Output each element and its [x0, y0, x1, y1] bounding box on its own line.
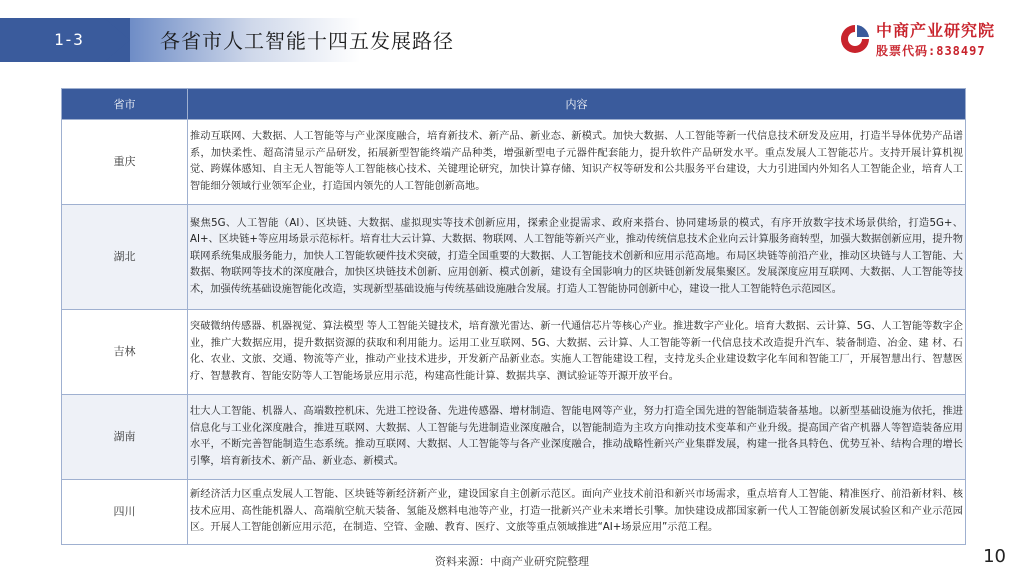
table-row — [62, 395, 966, 480]
logo-stock-code: 股票代码:838497 — [876, 44, 986, 58]
page-title: 各省市人工智能十四五发展路径 — [160, 29, 454, 53]
table-row — [62, 480, 966, 545]
column-header-province: 省市 — [62, 89, 188, 120]
table-row — [62, 205, 966, 310]
section-number-arrow — [104, 18, 130, 62]
province-cell: 四川 — [62, 480, 188, 545]
content-cell: 壮大人工智能、机器人、高端数控机床、先进工控设备、先进传感器、增材制造、智能电网等产业，努力打造全国先进的智能制造装备基地。以新型基础设施为依托，推进信息化与工业化深度融合，推进互联网、大数据、人工智能与先进制造业深度融合，以智能制造为主攻方向推动技术变革和产业升级。提高国产省产机器人等智造装备应用水平，不断完善智能制造生态系统。推动互联网、大数据、人工智能等与各产业深度融合，推动战略性新兴产业集群发展，构建一批各具特色、优势互补、结构合理的增长引擎，培育新技术、新产品、新业态、新模式。 — [188, 395, 966, 480]
company-logo — [838, 20, 998, 64]
content-cell: 新经济活力区重点发展人工智能、区块链等新经济新产业，建设国家自主创新示范区。面向产业技术前沿和新兴市场需求，重点培育人工智能、精准医疗、前沿新材料、核技术应用、高性能机器人、高端航空航天装备、氢能及燃料电池等产业，打造一批新兴产业未来增长引擎。加快建设成都国家新一代人工智能创新发展试验区和产业示范园区。开展人工智能创新应用示范，在制造、空管、金融、教育、医疗、文旅等重点领域推进“AI+场景应用”示范工程。 — [188, 480, 966, 545]
province-cell: 湖南 — [62, 395, 188, 480]
page-number: 10 — [983, 546, 1006, 567]
logo-name: 中商产业研究院 — [876, 21, 996, 40]
province-cell: 重庆 — [62, 120, 188, 205]
table-row — [62, 310, 966, 395]
table-row — [62, 120, 966, 205]
column-header-content: 内容 — [188, 89, 966, 120]
province-cell: 湖北 — [62, 205, 188, 310]
section-number: 1-3 — [0, 18, 130, 62]
content-cell: 聚焦5G、人工智能（AI）、区块链、大数据、虚拟现实等技术创新应用，探索企业提需求、政府来搭台、协同建场景的模式，有序开放数字技术场景供给，打造5G+、AI+、区块链+等应用场景示范标杆。培育壮大云计算、大数据、物联网、人工智能等新兴产业，推动传统信息技术企业向云计算服务商转型，加强大数据创新应用，提升物联网系统集成服务能力，加快人工智能软硬件技术突破，打造全国重要的大数据、人工智能技术创新和应用示范高地。布局区块链等前沿产业，推动区块链与人工智能、大数据、物联网等技术的深度融合，加快区块链技术创新、应用创新、模式创新，建设有全国影响力的区块链创新发展集聚区。发展深度应用互联网、大数据、人工智能等技术，加强传统基础设施智能化改造，实现新型基础设施与传统基础设施融合发展。打造人工智能协同创新中心，建设一批人工智能特色示范园区。 — [188, 205, 966, 310]
table-header-row — [62, 89, 966, 120]
content-cell: 推动互联网、大数据、人工智能等与产业深度融合，培育新技术、新产品、新业态、新模式。加快大数据、人工智能等新一代信息技术研发及应用，打造半导体优势产品谱系，加快柔性、超高清显示产品研发，拓展新型智能终端产品种类，增强新型电子元器件配套能力，提升软件产品研发水平。重点发展人工智能芯片。支持开展计算机视觉、跨媒体感知、自主无人智能等人工智能核心技术、关键理论研究，加快计算存储、知识产权等研发和公共服务平台建设，大力引进国内外知名人工智能企业，培育人工智能细分领域行业领军企业，打造国内领先的人工智能创新高地。 — [188, 120, 966, 205]
ai-development-table — [61, 88, 966, 545]
content-cell: 突破微纳传感器、机器视觉、算法模型 等人工智能关键技术，培育激光雷达、新一代通信芯片等核心产业。推进数字产业化。培育大数据、云计算、5G、人工智能等数字企业，推广大数据应用，提升数据资源的获取和利用能力。运用工业互联网、5G、大数据、云计算、人工智能等新一代信息技术改造提升汽车、装备制造、冶金、建 材、石化、农业、文旅、交通、物流等产业，推动产业技术进步，开发新产品新业态。实施人工智能建设工程，支持龙头企业建设数字化车间和智能工厂，开展智慧出行、智慧医疗、智慧教育、智能安防等人工智能场景应用示范，构建高性能计算、数据共享、测试验证等开源开放平台。 — [188, 310, 966, 395]
logo-mark-icon — [838, 22, 872, 56]
province-cell: 吉林 — [62, 310, 188, 395]
source-note: 资料来源：中商产业研究院整理 — [435, 555, 589, 568]
